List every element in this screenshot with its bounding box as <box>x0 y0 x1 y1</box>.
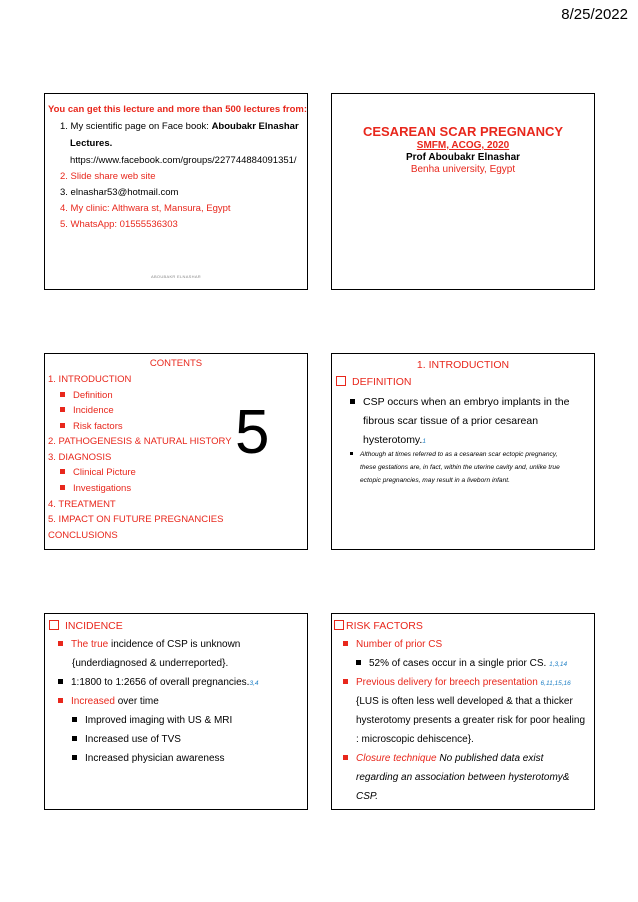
risk-item: Previous delivery for breech presentation 6,11,15,16 <box>343 677 571 688</box>
bullet-icon <box>72 717 77 722</box>
slide-introduction <box>331 353 595 550</box>
contents-item: Incidence <box>60 405 114 416</box>
facebook-url-link[interactable]: https://www.facebook.com/groups/227744884091351/ <box>70 155 297 166</box>
sources-header: You can get this lecture and more than 500 lectures from: <box>48 104 308 115</box>
slide-contents <box>44 353 308 550</box>
contents-item: 2. PATHOGENESIS & NATURAL HISTORY <box>48 436 232 447</box>
title: CESAREAN SCAR PREGNANCY <box>362 124 564 139</box>
slide-sources <box>44 93 308 290</box>
risk-heading: RISK FACTORS <box>334 620 423 632</box>
slide-incidence <box>44 613 308 810</box>
definition-note: ectopic pregnancies, may result in a liveborn infant. <box>360 477 510 484</box>
source-facebook: 1. My scientific page on Face book: Aboubakr Elnashar <box>60 121 299 132</box>
bullet-icon <box>60 469 65 474</box>
subtitle: SMFM, ACOG, 2020 <box>416 140 510 151</box>
bullet-icon <box>58 679 63 684</box>
bullet-icon <box>350 452 353 455</box>
slide-risk-factors <box>331 613 595 810</box>
source-whatsapp: 5. WhatsApp: 01555536303 <box>60 219 178 230</box>
contents-item: Clinical Picture <box>60 467 136 478</box>
contents-title: CONTENTS <box>149 358 203 369</box>
definition-text: CSP occurs when an embryo implants in the <box>350 396 569 408</box>
definition-note: these gestations are, in fact, within the uterine cavity and, unlike true <box>360 464 560 471</box>
incidence-item: 1:1800 to 1:2656 of overall pregnancies.3,4 <box>58 677 259 688</box>
bullet-icon <box>72 736 77 741</box>
source-facebook-cont: Lectures. <box>70 138 113 149</box>
bullet-icon <box>58 641 63 646</box>
incidence-item: Increased over time <box>58 696 159 707</box>
bullet-icon <box>72 755 77 760</box>
source-email[interactable]: 3. elnashar53@hotmail.com <box>60 187 179 198</box>
risk-subitem: 52% of cases occur in a single prior CS. 1,3,14 <box>356 658 567 669</box>
checkbox-bullet-icon <box>334 620 344 630</box>
author: Prof Aboubakr Elnashar <box>405 152 521 163</box>
incidence-subitem: Increased use of TVS <box>72 734 181 745</box>
incidence-subitem: Improved imaging with US & MRI <box>72 715 232 726</box>
contents-item: 4. TREATMENT <box>48 499 116 510</box>
affiliation: Benha university, Egypt <box>410 164 516 175</box>
contents-item: Definition <box>60 390 113 401</box>
bullet-icon <box>60 485 65 490</box>
bullet-icon <box>350 399 355 404</box>
bullet-icon <box>356 660 361 665</box>
checkbox-bullet-icon <box>336 376 346 386</box>
page-date: 8/25/2022 <box>561 6 628 23</box>
source-clinic: 4. My clinic: Althwara st, Mansura, Egypt <box>60 203 231 214</box>
bullet-icon <box>343 755 348 760</box>
risk-item: Closure technique No published data exist <box>343 753 543 764</box>
contents-item: 1. INTRODUCTION <box>48 374 132 385</box>
risk-item-text: : microscopic dehiscence}. <box>356 734 474 745</box>
risk-item: Number of prior CS <box>343 639 442 650</box>
risk-item-text: CSP. <box>356 791 379 802</box>
risk-item-text: {LUS is often less well developed & that a thicker <box>356 696 573 707</box>
definition-heading: DEFINITION <box>336 376 412 388</box>
incidence-subitem: Increased physician awareness <box>72 753 225 764</box>
bullet-icon <box>60 392 65 397</box>
checkbox-bullet-icon <box>49 620 59 630</box>
incidence-item: {underdiagnosed & underreported}. <box>72 658 229 669</box>
page-number-5: 5 <box>235 398 270 467</box>
contents-item: 3. DIAGNOSIS <box>48 452 112 463</box>
bullet-icon <box>343 641 348 646</box>
slide-footer: ABOUBAKR ELNASHAR <box>150 274 201 279</box>
definition-text: hysterotomy.1 <box>363 434 426 446</box>
incidence-item: The true incidence of CSP is unknown <box>58 639 240 650</box>
definition-text: fibrous scar tissue of a prior cesarean <box>363 415 539 427</box>
bullet-icon <box>58 698 63 703</box>
intro-title: 1. INTRODUCTION <box>416 359 510 371</box>
risk-item-text: hysterotomy presents a greater risk for poor healing <box>356 715 585 726</box>
source-slideshare: 2. Slide share web site <box>60 171 156 182</box>
bullet-icon <box>60 423 65 428</box>
slide-title <box>331 93 595 290</box>
risk-item-text: regarding an association between hysterotomy& <box>356 772 570 783</box>
contents-item: Risk factors <box>60 421 123 432</box>
bullet-icon <box>60 407 65 412</box>
bullet-icon <box>343 679 348 684</box>
definition-note: Although at times referred to as a cesarean scar ectopic pregnancy, <box>350 451 557 458</box>
contents-item: 5. IMPACT ON FUTURE PREGNANCIES <box>48 514 224 525</box>
incidence-heading: INCIDENCE <box>49 620 123 632</box>
contents-item: Investigations <box>60 483 131 494</box>
contents-item: CONCLUSIONS <box>48 530 118 541</box>
